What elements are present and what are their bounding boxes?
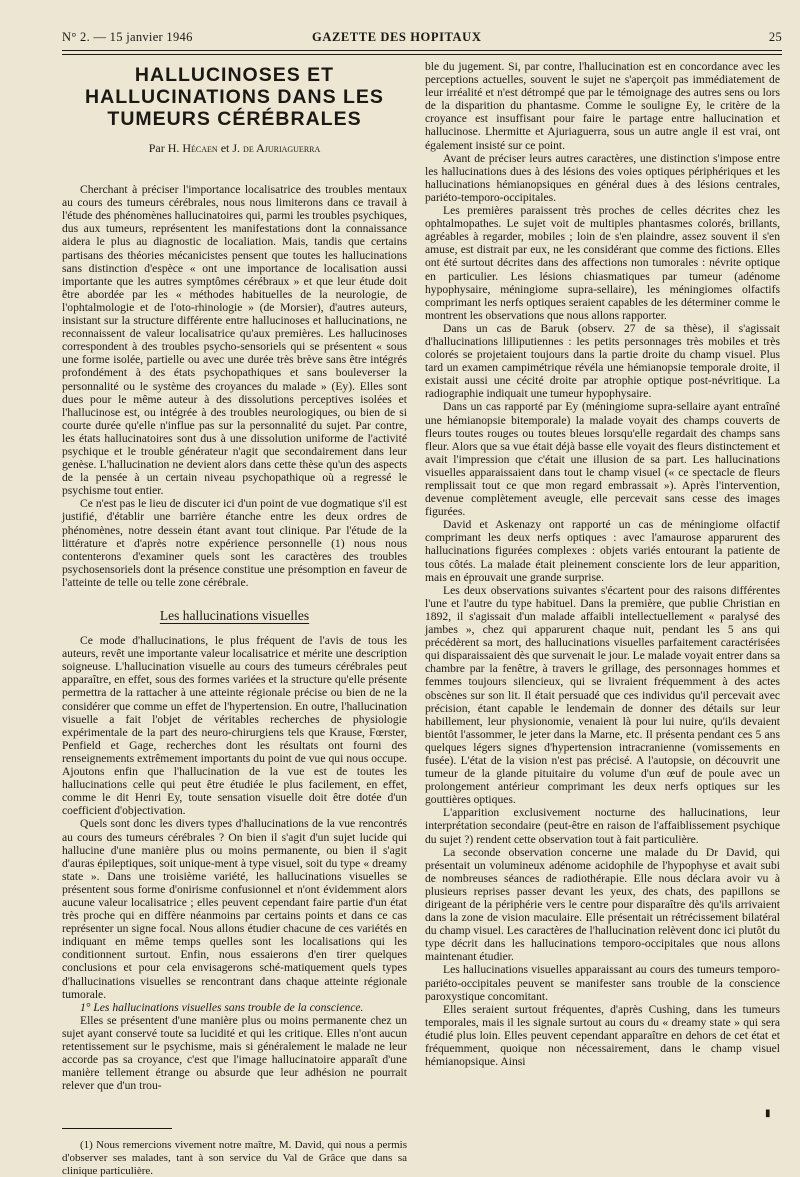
right-paragraph-1: ble du jugement. Si, par contre, l'hallucination est en concordance avec les perceptions actuelles, souvent le sujet ne s'aperçoit pas immédiatement de leur irréalité et n'est détrompé que par le témoignage des autres sens ou lors de la disparition du phantasme. Comme le souligne Ey, le critère de la croyance est insuffisant pour faire le partage entre hallucination et hallucinose. Lhermitte et Ajuriaguerra, sous un autre angle il est vrai, ont également insisté sur ce point.	[425, 60, 780, 152]
page-number: 25	[768, 30, 782, 44]
footnote-separator	[62, 1128, 172, 1129]
authors-join: et	[217, 141, 233, 155]
subsection-heading: 1° Les hallucinations visuelles sans trouble de la conscience.	[80, 1000, 364, 1014]
right-paragraph-3: Les premières paraissent très proches de celles décrites chez les ophtalmopathes. Le sujet voit de multiples phantasmes colorés, brillants, agréables à regarder, mobiles ; loin de s'en plaindre, assez souvent il s'en amuse, est distrait par eux, ne les considérant que comme des fictions. Elles ont été surtout décrites dans des affections non tumorales : névrite optique en particulier. Les lésions chiasmatiques par tumeur (adénome hypophysaire, méningiome supra-sellaire), les méningiomes olfactifs comprimant les nerfs optiques seraient capables de les déterminer comme le montrent les observations que nous allons rapporter.	[425, 204, 780, 322]
intro-paragraph-2: Ce n'est pas le lieu de discuter ici d'un point de vue dogmatique s'il est justifié, d'établir une barrière étanche entre les deux ordres de phénomènes, notre dessein étant avant tout clinique. Par l'étude de la littérature et d'après notre expérience personnelle (1) nous nous contenterons d'examiner quels sont les caractères des troubles psychosensoriels dont la présence constitue une présomption en faveur de l'atteinte de telle ou telle zone cérébrale.	[62, 497, 407, 589]
issue-date: N° 2. — 15 janvier 1946	[62, 30, 193, 44]
right-paragraph-5: Dans un cas rapporté par Ey (méningiome supra-sellaire ayant entraîné une hémianopsie bitemporale) la malade voyait des champs couverts de fleurs toutes rouges ou toutes bleues lorsqu'elle regardait des champs sans fleur. Alors que sa vue était déjà basse elle voyait des fleurs distinctement et avait l'impression que c'était une illusion de sa part. Les hallucinations visuelles apparaissaient dans tout le champ visuel (« ce spectacle de fleurs remplissait tout ce que mon regard embrassait »). Après l'intervention, devenue complètement aveugle, elle percevait sans cesse des images figurées.	[425, 400, 780, 519]
header-rule-thick	[62, 50, 782, 51]
author-2: J. de Ajuriaguerra	[232, 141, 321, 155]
right-paragraph-8: L'apparition exclusivement nocturne des hallucinations, leur interprétation secondaire (peut-être en raison de l'affaiblissement psychique du sujet ?) rendent cette observation tout à fait particulière.	[425, 806, 780, 846]
subsection-paragraph: Elles se présentent d'une manière plus ou moins permanente chez un sujet ayant conservé toute sa lucidité et qui les critique. Elles n'ont aucun retentissement sur le psychisme, mais si généralement le malade ne leur accorde pas sa croyance, c'est que l'image hallucinatoire apparaît d'une manière tellement étrange ou absurde que leur adhésion ne pourrait relever que d'un trou-	[62, 1013, 407, 1093]
right-paragraph-4: Dans un cas de Baruk (observ. 27 de sa thèse), il s'agissait d'hallucinations lilliputiennes : les petits personnages très mobiles et très colorés se projetaient toujours dans la partie droite du champ visuel. Plus tard un examen campimétrique révéla une hémianopsie temporale droite, il existait aussi une cécité droite par atrophie optique post-névritique. La radiographie indiquait une tumeur hypophysaire.	[425, 321, 780, 401]
right-paragraph-9: La seconde observation concerne une malade du Dr David, qui présentait un volumineux adénome acidophile de l'hypophyse et avait subi de nombreuses séances de radiothérapie. Elle nous déclara avoir vu à plusieurs reprises passer devant les yeux, des chats, des papillons se dirigeant de la périphérie vers le centre pour disparaître dès qu'ils arrivaient dans la zone de vision maculaire. Elle présentait un rétrécissement bilatéral du champ visuel. Les caractères de l'hallucination relèvent donc ici plutôt du type décrit dans les hallucinations temporo-occipitales que nous allons maintenant étudier.	[425, 845, 780, 964]
right-paragraph-11: Elles seraient surtout fréquentes, d'après Cushing, dans les tumeurs temporales, mais il les signale surtout au cours du « dreamy state » qui sera étudié plus loin. Elles peuvent cependant apparaître en dehors de cet état et fréquemment, quoique non nécessairement, dans le champ visuel hémianopsique. Ainsi	[425, 1002, 780, 1069]
author-1: H. Hécaen	[167, 141, 218, 155]
left-column	[62, 60, 407, 1177]
article-title: HALLUCINOSES ET HALLUCINATIONS DANS LES TUMEURS CÉRÉBRALES	[85, 64, 384, 130]
authors-prefix: Par	[148, 141, 168, 155]
section-paragraph-2: Quels sont donc les divers types d'hallucinations de la vue rencontrés au cours des tumeurs cérébrales ? On bien il s'agit d'un sujet lucide qui hallucine d'une manière plus ou moins permanente, ou bien il s'agit d'auras épileptiques, soit unique-ment à type visuel, soit du type « dreamy state ». Dans une troisième variété, les hallucinations visuelles se présentent sous forme d'onirisme confusionnel et n'ont évidemment alors aucune valeur localisatrice ; elles peuvent cependant faire partie d'un état très proche qui en diffère néanmoins par certains points et dans ce cas représenter un signe focal. Nous allons étudier chacune de ces variétés en indiquant en même temps quelles sont les localisations qui les conditionnent surtout. Enfin, nous essaierons d'en tirer quelques conclusions et pour cela envisagerons sché-matiquement quels types d'hallucinations visuelles se rencontrant dans chaque atteinte régionale tumorale.	[62, 817, 407, 1001]
page-header	[62, 30, 782, 50]
journal-name: GAZETTE DES HOPITAUX	[312, 30, 482, 44]
right-paragraph-6: David et Askenazy ont rapporté un cas de méningiome olfactif comprimant les deux nerfs optiques : avec l'amaurose apparurent des hallucinations figurées complexes : objets variés entourant la patiente de tous côtés. La malade était pleinement consciente lors de leur apparition, mais en éprouvait une grande surprise.	[425, 518, 780, 584]
print-mark: ▮	[765, 1108, 771, 1119]
right-paragraph-2: Avant de préciser leurs autres caractères, une distinction s'impose entre les hallucinations dues à des lésions des voies optiques périphériques et les hallucinations hémianopsiques en général dues à des lésions centrales, pariéto-temporo-occipitales.	[425, 151, 780, 204]
section-heading: Les hallucinations visuelles	[159, 608, 310, 623]
right-paragraph-7: Les deux observations suivantes s'écartent pour des raisons différentes l'une et l'autre du type habituel. Dans la première, que publie Christian en 1892, il s'agissait d'un malade affaibli intellectuellement « paralysé des jambes », chez qui apparurent chaque nuit, pendant les 5 ans qui précédèrent sa mort, des hallucinations visuelles parfaitement caractérisées qui disparaissaient dès que survenait le jour. Le malade voyait entrer dans sa chambre par la fenêtre, à travers le grillage, des personnages hommes et femmes toujours silencieux, qui se livraient fréquemment à des actes obscènes sur son lit. Il était persuadé que ces individus qu'il percevait avec précision, étant capable le lendemain de donner des détails sur leur habillement, leur physionomie, venaient là pour lui nuire, qu'ils devaient bientôt l'assommer, le jeter dans la Marne, etc. Il présenta pendant ces 5 ans quelques légers signes d'hypertension intracranienne (vomissements en fusée). L'état de la vision n'est pas précisé. A l'autopsie, on découvrit une tumeur de la glande pituitaire du volume d'un œuf de poule avec un prolongement antérieur comprimant les deux nerfs optiques sur les gouttières optiques.	[425, 583, 780, 807]
footnote: (1) Nous remercions vivement notre maître, M. David, qui nous a permis d'observer ses malades, tant à son service du Val de Grâce que dans sa clinique particulière.	[62, 1139, 407, 1177]
section-paragraph-1: Ce mode d'hallucinations, le plus fréquent de l'avis de tous les auteurs, revêt une importante valeur localisatrice et mérite une description soigneuse. L'hallucination visuelle au cours des tumeurs cérébrales peut apparaître, en effet, sous des formes variées et la structure qu'elle présente permettra de la rattacher à une atteinte régionale précise ou bien de ne la considérer que comme un effet de l'hypertension. En outre, l'hallucination visuelle a fait l'objet de véritables recherches de physiologie expérimentale de la part des neuro-chirurgiens tels que Krause, Fœrster, Penfield et Gage, recherches dont les résultats ont fourni des renseignements extrêmement importants du point de vue qui nous occupe. Ajoutons enfin que l'hallucination de la vue est de toutes les hallucinations celle qui peut être étudiée le plus facilement, en effet, comme le dit Henri Ey, toute sensation visuelle doit être dotée d'un coefficient d'objectivation.	[62, 634, 407, 818]
right-paragraph-10: Les hallucinations visuelles apparaissant au cours des tumeurs temporo-pariéto-occipitales peuvent se manifester sans trouble de la conscience paroxystique concomitant.	[425, 963, 780, 1003]
right-column	[425, 60, 780, 1068]
header-rule-thin	[62, 54, 782, 55]
article-authors	[62, 142, 407, 155]
intro-paragraph-1: Cherchant à préciser l'importance localisatrice des troubles mentaux au cours des tumeurs cérébrales, nous nous limiterons dans ce travail à l'étude des phénomènes hallucinatoires qui, parmi les troubles psychiques, dus aux tumeurs, représentent les manifestations dont la connaissance aidera le plus au diagnostic de localiation. Mais, tandis que certains partisans des théories mécanicistes pensent que toutes les hallucinations sans distinction d'espèce « ont une importance de localisation aussi importante que les autres symptômes cérébraux » et que leur étude doit être abordée par les « méthodes habituelles de la neurologie, de l'ophtalmologie et de l'oto-rhinologie » (de Morsier), d'autres auteurs, insistant sur la structure différente entre hallucinoses et hallucinations, ne reconnaissent de valeur localisatrice qu'aux premières. Les hallucinoses correspondent à des troubles psycho-sensoriels qui se présentent « sous une forme isolée, partielle ou avec une durée très brève sans être intégrés profondément à des états psychopathiques et sans bouleverser la personnalité ou le système des croyances du malade » (Ey). Elles sont dues pour le même auteur à des dissolutions perceptives isolées et l'hallucinose est, ou intégrée à des troubles neurologiques, ou bien de si courte durée qu'elle n'influe pas sur la personnalité du sujet. Par contre, les états hallucinatoires sont dus à une dissolution uniforme de l'activité psychique et le trouble générateur n'agit que secondairement dans leur genèse. L'hallucination ne devient alors dans cette thèse qu'un des aspects de la pensée à un certain niveau psychopathique où a regressé le psychisme tout entier.	[62, 183, 407, 498]
